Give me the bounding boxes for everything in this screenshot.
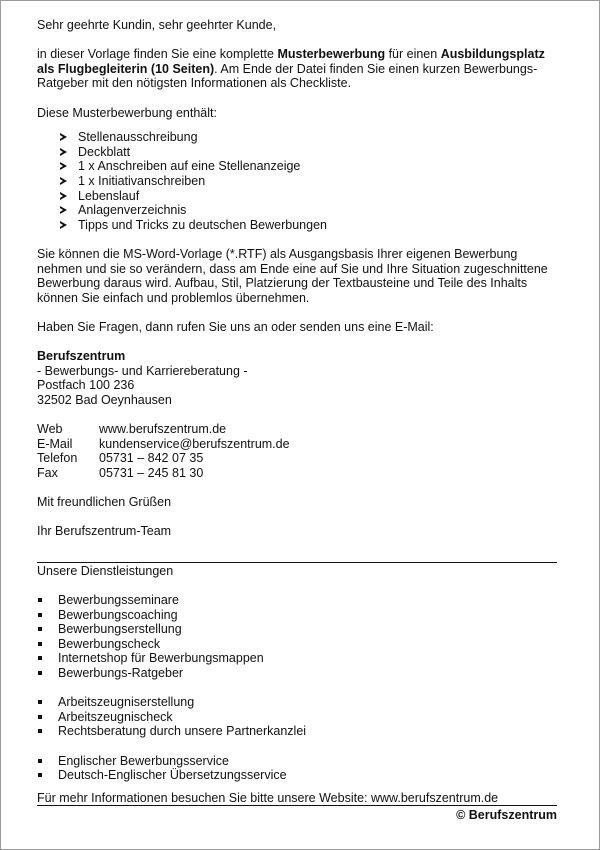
list-item: Bewerbungscoaching	[37, 608, 557, 623]
list-item: Internetshop für Bewerbungsmappen	[37, 651, 557, 666]
contact-label: Telefon	[37, 451, 78, 466]
list-item: 1 x Anschreiben auf eine Stellenanzeige	[58, 159, 557, 174]
contents-list	[37, 130, 557, 232]
contact-value-fax: 05731 – 245 81 30	[99, 465, 204, 480]
list-item: Arbeitszeugniserstellung	[37, 695, 557, 710]
list-item: Anlagenverzeichnis	[58, 203, 557, 218]
contact-block	[37, 422, 557, 480]
services-list-2	[37, 695, 557, 739]
greeting: Sehr geehrte Kundin, sehr geehrter Kunde,	[37, 18, 277, 32]
company-tagline: - Bewerbungs- und Karriereberatung -	[37, 363, 248, 378]
list-item: Bewerbungsseminare	[37, 593, 557, 608]
list-item: Arbeitszeugnischeck	[37, 710, 557, 725]
list-item: 1 x Initiativanschreiben	[58, 174, 557, 189]
list-item: Deutsch-Englischer Übersetzungsservice	[37, 768, 557, 783]
services-list-1	[37, 593, 557, 681]
list-item: Lebenslauf	[58, 189, 557, 204]
list-item: Rechtsberatung durch unsere Partnerkanzlei	[37, 724, 557, 739]
list-item: Bewerbungscheck	[37, 637, 557, 652]
copyright: © Berufszentrum	[456, 808, 557, 823]
contents-heading: Diese Musterbewerbung enthält:	[37, 105, 217, 120]
contact-value-web[interactable]: www.berufszentrum.de	[99, 422, 227, 437]
intro-paragraph: in dieser Vorlage finden Sie eine komplette Musterbewerbung für einen Ausbildungsplatz als Flugbegleiterin (10 Seiten). Am Ende der Datei finden Sie einen kurzen Bewerbungs-Ratgeber mit den nötigsten Informationen als Checkliste.	[37, 47, 545, 91]
contact-value-phone: 05731 – 842 07 35	[99, 451, 204, 466]
questions-paragraph: Haben Sie Fragen, dann rufen Sie uns an oder senden uns eine E-Mail:	[37, 319, 434, 334]
contact-label: E-Mail	[37, 436, 73, 451]
footer-divider	[37, 805, 557, 806]
list-item: Bewerbungserstellung	[37, 622, 557, 637]
contact-row-web	[37, 422, 557, 437]
contact-value-email[interactable]: kundenservice@berufszentrum.de	[99, 436, 290, 451]
list-item: Tipps und Tricks zu deutschen Bewerbungen	[58, 218, 557, 233]
contact-label: Web	[37, 422, 63, 437]
signature: Ihr Berufszentrum-Team	[37, 524, 172, 539]
services-list-3	[37, 754, 557, 783]
list-item: Bewerbungs-Ratgeber	[37, 666, 557, 681]
contact-row-email	[37, 437, 557, 452]
footer-text: Für mehr Informationen besuchen Sie bitte unsere Website: www.berufszentrum.de	[37, 790, 499, 805]
list-item: Deckblatt	[58, 145, 557, 160]
intro-bold-musterbewerbung: Musterbewerbung	[277, 47, 386, 62]
closing: Mit freundlichen Grüßen	[37, 495, 172, 509]
document-body	[37, 18, 557, 823]
company-name: Berufszentrum	[37, 349, 126, 364]
city: 32502 Bad Oeynhausen	[37, 392, 172, 407]
postbox: Postfach 100 236	[37, 378, 135, 393]
list-item: Stellenausschreibung	[58, 130, 557, 145]
contact-row-fax	[37, 466, 557, 481]
divider	[37, 562, 557, 563]
list-item: Englischer Bewerbungsservice	[37, 754, 557, 769]
services-heading: Unsere Dienstleistungen	[37, 563, 174, 578]
address-block	[37, 349, 557, 407]
contact-label: Fax	[37, 465, 58, 480]
usage-paragraph: Sie können die MS-Word-Vorlage (*.RTF) als Ausgangsbasis Ihrer eigenen Bewerbung nehmen und sie so verändern, dass am Ende eine auf Sie und Ihre Situation zugeschnittene Bewerbung daraus wird. Aufbau, Stil, Platzierung der Textbausteine und Teile des Inhalts können Sie einfach und problemlos übernehmen.	[37, 246, 548, 305]
contact-row-phone	[37, 451, 557, 466]
intro-bold-position: Ausbildungsplatz als Flugbegleiterin (10 Seiten)	[37, 47, 545, 76]
